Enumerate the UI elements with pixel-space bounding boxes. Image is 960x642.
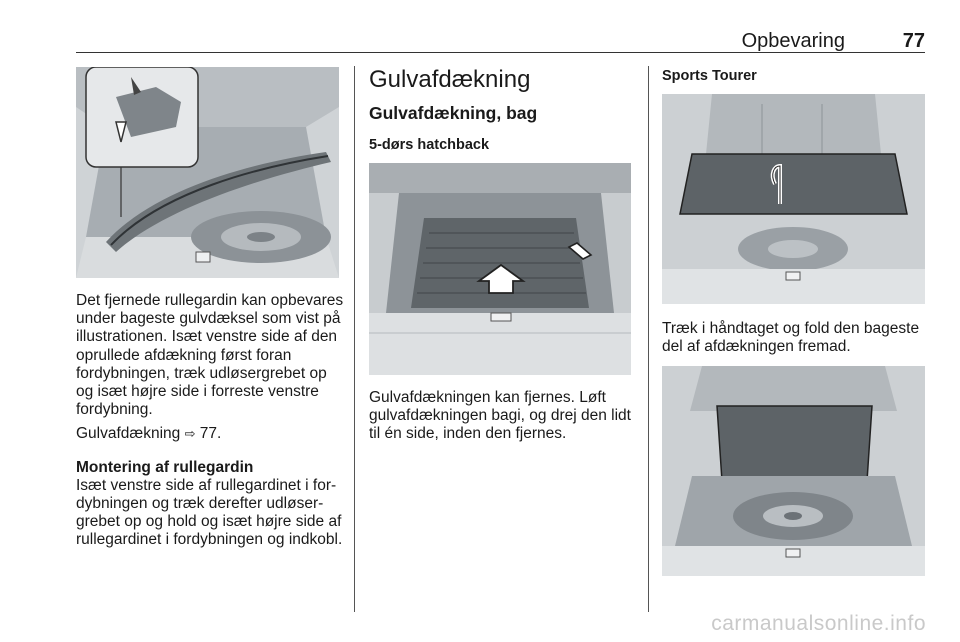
page-number: 77 <box>902 30 925 52</box>
paragraph-storage: Det fjernede rullegardin kan opbevares under bageste gulvdæksel som vist på illustrationen. Isæt venstre side af den oprullede afdækning først foran fordybningen, træk udløsergrebet op og isæt højre side i forreste venstre fordybning. <box>76 292 344 419</box>
illustration-cargo-cover-storage <box>76 67 339 278</box>
middle-text-block <box>369 389 634 444</box>
paragraph-fold-forward: Træk i håndtaget og fold den bageste del af afdækningen fremad. <box>662 320 920 356</box>
cross-reference[interactable]: Gulvafdækning ⇨ 77. <box>76 425 222 443</box>
cross-reference-page: 77 <box>199 425 218 443</box>
column-divider-2 <box>648 66 649 612</box>
variant-label-sports-tourer: Sports Tourer <box>662 68 757 84</box>
watermark: carmanualsonline.info <box>711 612 926 635</box>
paragraph-fitting: Isæt venstre side af rullegardinet i fordybningen og træk derefter udløsergrebet op og hold og isæt højre side af rullegardinet i fordybningen og indkobl. <box>76 476 343 549</box>
running-header <box>76 28 925 54</box>
right-text-block <box>662 320 930 356</box>
header-rule <box>76 52 925 53</box>
variant-label-hatchback: 5-dørs hatchback <box>369 137 490 153</box>
subheading-fitting: Montering af rullegardin <box>76 458 254 476</box>
illustration-sports-tourer-floor-cover <box>662 94 925 304</box>
illustration-hatchback-floor-cover <box>369 163 631 375</box>
cross-reference-label: Gulvafdækning <box>76 425 181 443</box>
column-divider-1 <box>354 66 355 612</box>
section-heading: Gulvafdækning <box>369 66 531 93</box>
paragraph-removal: Gulvafdækningen kan fjernes. Løft gulvafdækningen bagi, og drej den lidt til én side, inden den fjernes. <box>369 389 631 443</box>
section-title: Opbevaring <box>741 30 845 52</box>
left-text-block <box>76 292 346 550</box>
illustration-sports-tourer-folded-cover <box>662 366 925 576</box>
subsection-heading: Gulvafdækning, bag <box>369 103 538 123</box>
arrow-right-icon: ⇨ <box>184 426 196 442</box>
